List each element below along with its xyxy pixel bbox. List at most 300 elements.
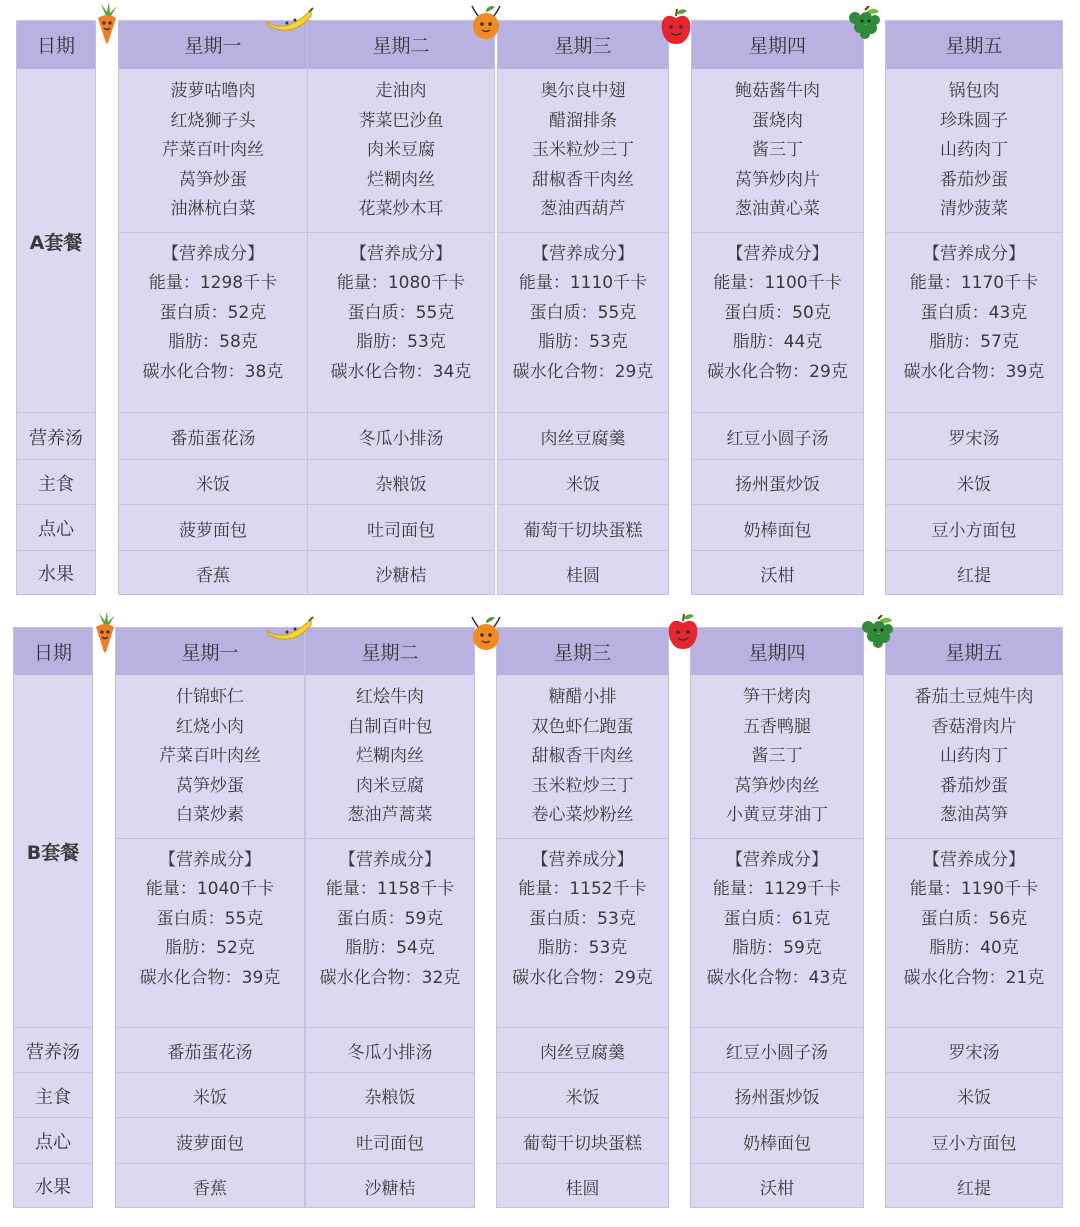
row-value: 扬州蛋炒饭 (734, 1088, 820, 1108)
dish-name: 肉米豆腐 (367, 140, 435, 161)
row-value: 红提 (957, 565, 991, 586)
nutrition-value: 能量：1170千卡 (909, 273, 1039, 294)
dish-name: 番茄炒蛋 (940, 775, 1008, 796)
nutrition-value: 脂肪：57克 (929, 332, 1019, 353)
nutrition-value: 蛋白质：50克 (724, 302, 831, 323)
dish-name: 番茄土豆炖牛肉 (914, 687, 1034, 708)
row-value: 红提 (957, 1178, 991, 1199)
row-value-cell (885, 460, 1063, 505)
row-value: 奶棒面包 (743, 520, 812, 541)
nutrition-value: 能量：1190千卡 (909, 879, 1039, 900)
row-divider (885, 838, 1063, 839)
apple-icon (665, 611, 701, 655)
dishes-cell (690, 675, 864, 839)
dish-name: 奥尔良中翅 (540, 81, 626, 102)
set-label: A套餐 (29, 231, 83, 254)
header-day (885, 627, 1063, 675)
header-date (13, 627, 93, 675)
row-value: 沙糖桔 (375, 565, 427, 586)
row-value-cell (307, 460, 495, 505)
row-value-cell (118, 551, 308, 595)
dish-name: 莴笋炒蛋 (179, 169, 247, 190)
dish-name: 芹菜百叶肉丝 (159, 746, 261, 767)
dishes-cell (118, 69, 308, 233)
row-label: 主食 (35, 1086, 71, 1108)
row-value-cell (497, 505, 669, 551)
dish-name: 肉米豆腐 (356, 775, 424, 796)
nutrition-value: 能量：1129千卡 (712, 879, 842, 900)
dish-name: 山药肉丁 (940, 140, 1008, 161)
row-divider (690, 1027, 864, 1028)
row-value-cell (885, 551, 1063, 595)
banana-icon (265, 615, 315, 647)
nutrition-value: 能量：1040千卡 (145, 879, 275, 900)
row-value-cell (307, 505, 495, 551)
row-value-cell (118, 413, 308, 460)
row-value-cell (118, 460, 308, 505)
nutrition-value: 蛋白质：43克 (920, 302, 1028, 323)
nutrition-cell (690, 839, 864, 1028)
nutrition-value: 碳水化合物：39克 (903, 361, 1045, 382)
row-divider (115, 1117, 305, 1118)
dish-name: 葱油黄心菜 (735, 199, 820, 220)
row-divider (305, 1117, 475, 1118)
row-value-cell (690, 1164, 864, 1208)
row-label: 营养汤 (26, 1041, 80, 1063)
row-value: 沙糖桔 (364, 1178, 416, 1199)
row-value-cell (497, 460, 669, 505)
header-day (496, 627, 669, 675)
day-label: 星期二 (361, 641, 419, 664)
nutrition-value: 能量：1152千卡 (518, 879, 647, 900)
set-label-cell (16, 69, 96, 413)
dish-name: 山药肉丁 (940, 746, 1008, 767)
nutrition-value: 蛋白质：59克 (336, 908, 444, 929)
row-value: 豆小方面包 (931, 520, 1017, 541)
row-divider (691, 232, 864, 233)
header-day (885, 20, 1063, 69)
day-label: 星期五 (945, 641, 1003, 664)
row-divider (497, 459, 669, 460)
nutrition-value: 碳水化合物：32克 (319, 967, 461, 988)
row-value-cell (885, 1118, 1063, 1164)
row-value: 罗宋汤 (948, 429, 1000, 449)
set-label: B套餐 (26, 842, 80, 864)
row-value: 红豆小圆子汤 (726, 1043, 828, 1063)
row-divider (496, 1027, 669, 1028)
row-divider (690, 838, 864, 839)
row-value-cell (305, 1118, 475, 1164)
nutrition-value: 脂肪：54克 (345, 938, 435, 959)
header-day (305, 627, 475, 675)
dish-name: 花菜炒木耳 (358, 199, 444, 220)
dish-name: 卷心菜炒粉丝 (531, 805, 634, 826)
dish-name: 锅包肉 (948, 81, 1000, 102)
row-value: 吐司面包 (367, 520, 435, 541)
nutrition-heading: 【营养成分】 (923, 850, 1025, 870)
row-value: 米饭 (957, 475, 991, 495)
dish-name: 玉米粒炒三丁 (532, 140, 634, 161)
dish-name: 双色虾仁跑蛋 (531, 716, 634, 737)
nutrition-value: 脂肪：53克 (538, 332, 628, 353)
row-divider (307, 459, 495, 460)
nutrition-value: 碳水化合物：29克 (512, 967, 653, 988)
dish-name: 葱油莴笋 (940, 805, 1008, 826)
row-divider (13, 1163, 93, 1164)
nutrition-value: 蛋白质：55克 (156, 908, 264, 929)
row-value: 杂粮饭 (364, 1088, 416, 1108)
row-value-cell (305, 1164, 475, 1208)
dish-name: 番茄炒蛋 (940, 169, 1008, 190)
row-divider (497, 550, 669, 551)
row-divider (691, 459, 864, 460)
row-value: 冬瓜小排汤 (358, 429, 444, 449)
nutrition-heading: 【营养成分】 (350, 244, 452, 264)
dish-name: 鲍菇酱牛肉 (735, 81, 820, 102)
dish-name: 笋干烤肉 (743, 687, 811, 708)
row-value-cell (305, 1073, 475, 1118)
dish-name: 蛋烧肉 (752, 110, 803, 131)
dishes-cell (497, 69, 669, 233)
set-label-cell (13, 675, 93, 1028)
row-label: 水果 (35, 1177, 71, 1198)
nutrition-value: 碳水化合物：29克 (512, 361, 654, 382)
dish-name: 红烧小肉 (176, 716, 244, 737)
nutrition-heading: 【营养成分】 (531, 850, 634, 870)
header-day (497, 20, 669, 69)
grape-icon (845, 6, 883, 44)
nutrition-heading: 【营养成分】 (923, 244, 1025, 264)
row-divider (118, 504, 308, 505)
row-divider (885, 1072, 1063, 1073)
nutrition-value: 碳水化合物：21克 (903, 967, 1045, 988)
nutrition-value: 能量：1100千卡 (713, 273, 842, 294)
header-day (307, 20, 495, 69)
row-divider (690, 1163, 864, 1164)
row-value: 冬瓜小排汤 (347, 1043, 433, 1063)
nutrition-value: 蛋白质：52克 (159, 302, 267, 323)
dish-name: 走油肉 (375, 81, 427, 102)
nutrition-value: 碳水化合物：39克 (139, 967, 281, 988)
dishes-cell (307, 69, 495, 233)
dish-name: 珍珠圆子 (940, 110, 1008, 131)
dish-name: 玉米粒炒三丁 (531, 775, 634, 796)
day-label: 星期四 (748, 35, 806, 57)
row-divider (13, 1027, 93, 1028)
row-label: 营养汤 (29, 427, 83, 449)
dish-name: 自制百叶包 (347, 716, 433, 737)
row-value-cell (115, 1028, 305, 1073)
dish-name: 酱三丁 (752, 140, 803, 161)
row-value: 罗宋汤 (948, 1043, 1000, 1063)
row-value: 扬州蛋炒饭 (735, 475, 820, 495)
nutrition-heading: 【营养成分】 (532, 244, 634, 264)
nutrition-value: 脂肪：53克 (356, 332, 446, 353)
row-value-cell (885, 1164, 1063, 1208)
nutrition-value: 能量：1110千卡 (518, 273, 648, 294)
carrot-icon (92, 2, 122, 48)
row-divider (307, 550, 495, 551)
nutrition-cell (497, 233, 669, 413)
row-divider (885, 504, 1063, 505)
dish-name: 五香鸭腿 (743, 716, 811, 737)
row-label-cell (13, 1073, 93, 1118)
row-value: 吐司面包 (356, 1133, 424, 1154)
day-label: 星期三 (554, 35, 612, 57)
nutrition-heading: 【营养成分】 (159, 850, 261, 870)
row-value: 米饭 (957, 1088, 991, 1108)
dishes-cell (305, 675, 475, 839)
carrot-icon (90, 611, 120, 657)
row-divider (496, 1163, 669, 1164)
row-divider (691, 504, 864, 505)
row-divider (885, 550, 1063, 551)
row-value: 番茄蛋花汤 (170, 429, 256, 449)
nutrition-value: 碳水化合物：43克 (706, 967, 848, 988)
row-value: 葡萄干切块蛋糕 (523, 1133, 642, 1154)
nutrition-value: 能量：1080千卡 (336, 273, 466, 294)
nutrition-value: 蛋白质：53克 (529, 908, 636, 929)
dish-name: 酱三丁 (751, 746, 803, 767)
row-divider (307, 412, 495, 413)
row-divider (497, 232, 669, 233)
row-divider (305, 1072, 475, 1073)
nutrition-value: 碳水化合物：29克 (707, 361, 848, 382)
row-value-cell (690, 1073, 864, 1118)
row-value: 肉丝豆腐羹 (540, 1043, 625, 1063)
header-day (690, 627, 864, 675)
row-label-cell (13, 1118, 93, 1164)
dishes-cell (885, 69, 1063, 233)
dish-name: 红烩牛肉 (356, 687, 424, 708)
dish-name: 糖醋小排 (548, 687, 617, 708)
row-divider (305, 1163, 475, 1164)
nutrition-cell (496, 839, 669, 1028)
nutrition-cell (305, 839, 475, 1028)
nutrition-value: 脂肪：58克 (168, 332, 258, 353)
dish-name: 莴笋炒肉丝 (734, 775, 820, 796)
row-value-cell (496, 1073, 669, 1118)
row-value-cell (885, 505, 1063, 551)
nutrition-value: 脂肪：40克 (929, 938, 1019, 959)
row-value-cell (496, 1028, 669, 1073)
dish-name: 烂糊肉丝 (367, 169, 435, 190)
nutrition-value: 蛋白质：55克 (529, 302, 637, 323)
nutrition-value: 碳水化合物：34克 (330, 361, 472, 382)
dish-name: 烂糊肉丝 (356, 746, 424, 767)
dish-name: 甜椒香干肉丝 (531, 746, 634, 767)
nutrition-value: 脂肪：59克 (732, 938, 822, 959)
row-divider (497, 504, 669, 505)
header-date (16, 20, 96, 69)
dishes-cell (885, 675, 1063, 839)
dish-name: 香菇滑肉片 (931, 716, 1017, 737)
row-value: 番茄蛋花汤 (167, 1043, 253, 1063)
row-divider (115, 838, 305, 839)
row-label-cell (16, 505, 96, 551)
row-label-cell (16, 460, 96, 505)
row-value-cell (307, 551, 495, 595)
nutrition-value: 蛋白质：56克 (920, 908, 1028, 929)
row-value: 米饭 (193, 1088, 227, 1108)
day-label: 星期五 (945, 35, 1003, 57)
nutrition-heading: 【营养成分】 (339, 850, 441, 870)
day-label: 星期四 (748, 641, 806, 664)
nutrition-cell (307, 233, 495, 413)
dish-name: 葱油西葫芦 (540, 199, 626, 220)
row-divider (16, 412, 96, 413)
dish-name: 荠菜巴沙鱼 (358, 110, 444, 131)
dish-name: 甜椒香干肉丝 (532, 169, 634, 190)
nutrition-heading: 【营养成分】 (162, 244, 264, 264)
row-value: 米饭 (565, 1088, 600, 1108)
dish-name: 菠萝咕噜肉 (170, 81, 256, 102)
row-divider (13, 1117, 93, 1118)
dish-name: 醋溜排条 (549, 110, 617, 131)
row-divider (305, 838, 475, 839)
row-divider (118, 412, 308, 413)
row-divider (115, 1072, 305, 1073)
banana-icon (265, 6, 315, 38)
row-label-cell (16, 413, 96, 460)
row-divider (496, 1117, 669, 1118)
orange-icon (468, 2, 504, 46)
row-divider (690, 1117, 864, 1118)
row-divider (885, 1163, 1063, 1164)
row-divider (497, 412, 669, 413)
row-value: 沃柑 (760, 1178, 794, 1199)
nutrition-value: 能量：1298千卡 (148, 273, 278, 294)
row-divider (885, 232, 1063, 233)
row-value: 桂圆 (566, 565, 600, 586)
nutrition-value: 碳水化合物：38克 (142, 361, 284, 382)
dish-name: 小黄豆芽油丁 (726, 805, 828, 826)
row-divider (305, 1027, 475, 1028)
row-value: 杂粮饭 (375, 475, 427, 495)
nutrition-value: 脂肪：52克 (165, 938, 255, 959)
row-divider (885, 412, 1063, 413)
row-value-cell (691, 505, 864, 551)
nutrition-value: 脂肪：53克 (537, 938, 628, 959)
row-value-cell (115, 1073, 305, 1118)
row-divider (16, 504, 96, 505)
row-label: 主食 (38, 473, 74, 495)
dish-name: 莴笋炒肉片 (735, 169, 820, 190)
apple-icon (658, 6, 694, 50)
nutrition-value: 能量：1158千卡 (325, 879, 455, 900)
header-day (691, 20, 864, 69)
row-label-cell (16, 551, 96, 595)
row-value-cell (690, 1028, 864, 1073)
row-divider (885, 459, 1063, 460)
row-value-cell (691, 551, 864, 595)
row-value: 奶棒面包 (743, 1133, 811, 1154)
row-divider (307, 504, 495, 505)
row-divider (118, 232, 308, 233)
row-divider (307, 232, 495, 233)
dish-name: 莴笋炒蛋 (176, 775, 244, 796)
row-value: 菠萝面包 (176, 1133, 244, 1154)
row-divider (16, 459, 96, 460)
nutrition-cell (885, 233, 1063, 413)
row-label-cell (13, 1164, 93, 1208)
row-divider (118, 550, 308, 551)
nutrition-cell (115, 839, 305, 1028)
orange-icon (468, 613, 504, 657)
row-divider (16, 550, 96, 551)
row-value: 红豆小圆子汤 (726, 429, 829, 449)
dishes-cell (115, 675, 305, 839)
nutrition-cell (885, 839, 1063, 1028)
row-divider (691, 550, 864, 551)
row-value-cell (496, 1164, 669, 1208)
row-divider (496, 838, 669, 839)
row-label: 水果 (38, 564, 74, 585)
row-value: 豆小方面包 (931, 1133, 1017, 1154)
row-value: 桂圆 (565, 1178, 600, 1199)
row-value-cell (885, 1073, 1063, 1118)
nutrition-heading: 【营养成分】 (726, 850, 828, 870)
row-label: 点心 (38, 519, 74, 540)
date-label: 日期 (36, 35, 75, 57)
row-divider (13, 1072, 93, 1073)
row-value: 沃柑 (760, 565, 795, 586)
day-label: 星期一 (181, 641, 239, 664)
nutrition-heading: 【营养成分】 (726, 244, 829, 264)
row-value: 香蕉 (193, 1178, 227, 1199)
dish-name: 白菜炒素 (176, 805, 244, 826)
dishes-cell (691, 69, 864, 233)
row-value: 香蕉 (196, 565, 230, 586)
dish-name: 什锦虾仁 (176, 687, 244, 708)
row-value: 菠萝面包 (179, 520, 247, 541)
dishes-cell (496, 675, 669, 839)
dish-name: 油淋杭白菜 (170, 199, 256, 220)
dish-name: 葱油芦蒿菜 (347, 805, 433, 826)
day-label: 星期二 (372, 35, 430, 57)
row-divider (690, 1072, 864, 1073)
row-value-cell (307, 413, 495, 460)
row-value-cell (691, 413, 864, 460)
row-value-cell (496, 1118, 669, 1164)
row-value-cell (497, 413, 669, 460)
nutrition-cell (691, 233, 864, 413)
menu-table-a (0, 20, 1080, 595)
day-label: 星期一 (184, 35, 242, 57)
row-label: 点心 (35, 1132, 71, 1153)
row-value: 肉丝豆腐羹 (540, 429, 626, 449)
row-divider (885, 1117, 1063, 1118)
row-value-cell (115, 1118, 305, 1164)
dish-name: 清炒菠菜 (940, 199, 1008, 220)
row-value-cell (118, 505, 308, 551)
menu-table-b (0, 627, 1080, 1208)
nutrition-cell (118, 233, 308, 413)
row-value-cell (497, 551, 669, 595)
row-divider (496, 1072, 669, 1073)
nutrition-value: 蛋白质：61克 (723, 908, 831, 929)
row-value-cell (690, 1118, 864, 1164)
dish-name: 红烧狮子头 (170, 110, 256, 131)
row-divider (691, 412, 864, 413)
row-divider (115, 1163, 305, 1164)
row-label-cell (13, 1028, 93, 1073)
row-value: 葡萄干切块蛋糕 (523, 520, 643, 541)
day-label: 星期三 (553, 641, 611, 664)
row-value-cell (305, 1028, 475, 1073)
grape-icon (858, 615, 896, 653)
row-value-cell (691, 460, 864, 505)
